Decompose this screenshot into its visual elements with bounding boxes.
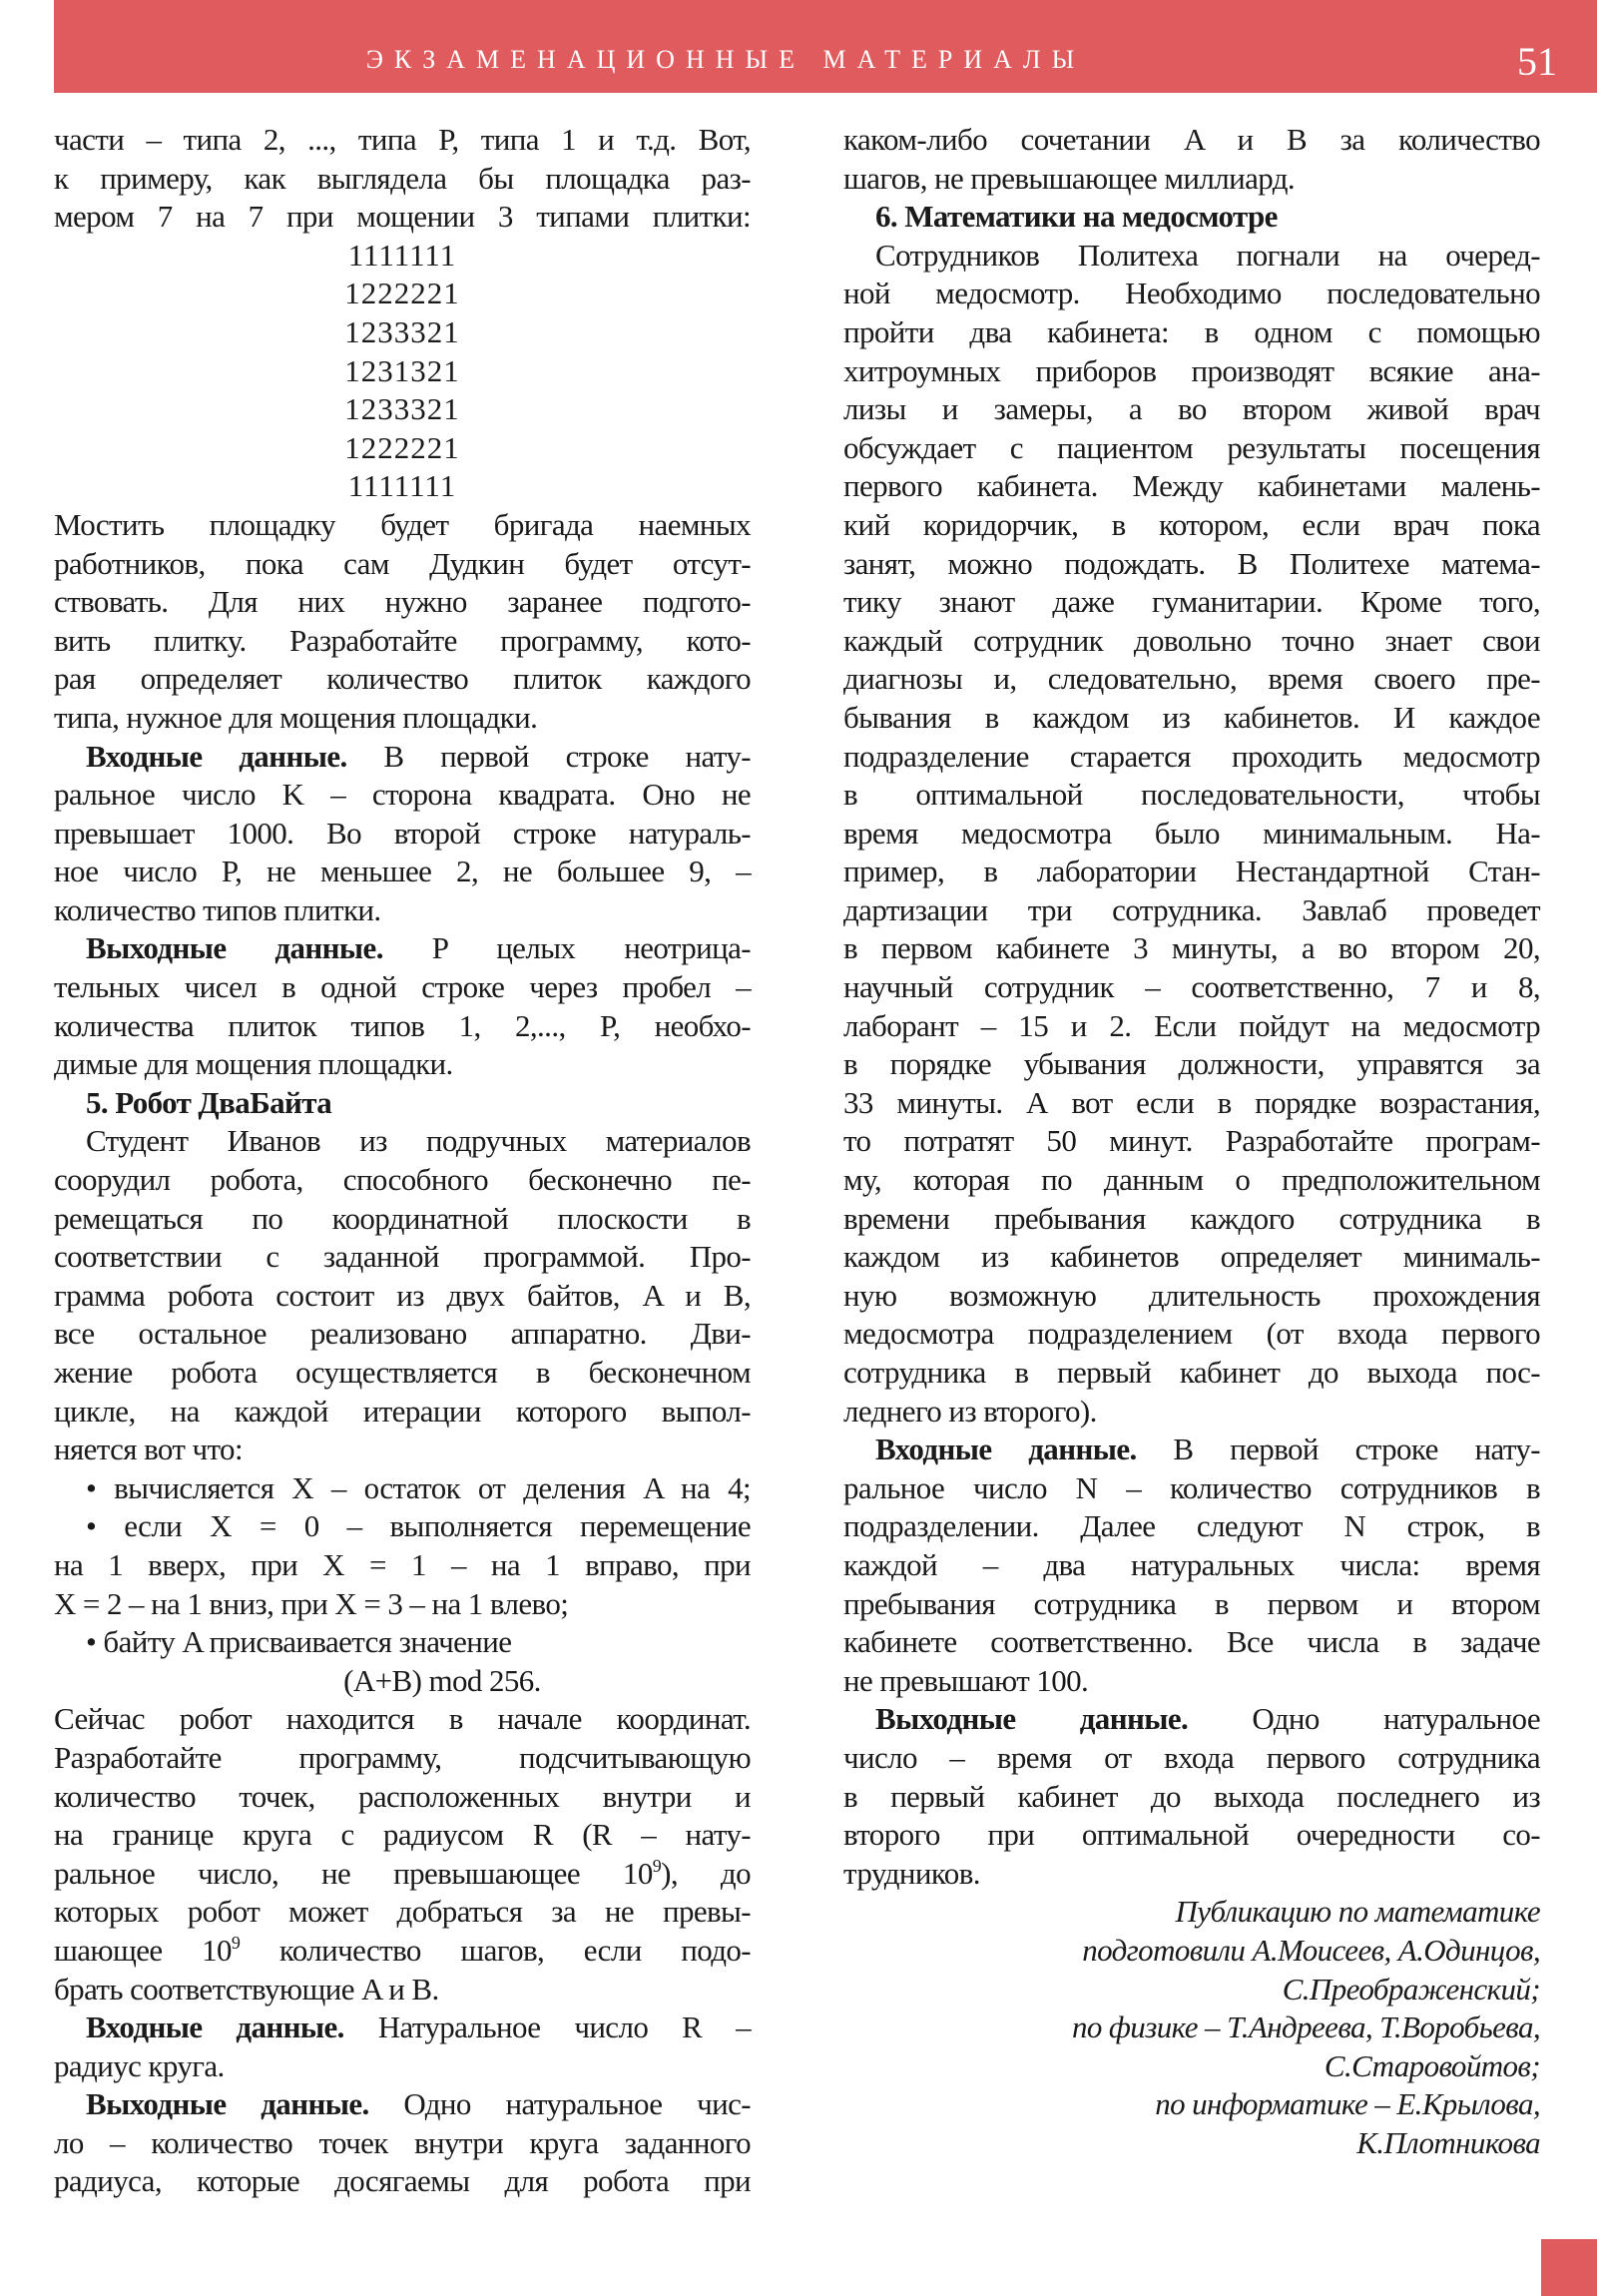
text-line: шагов, не превышающее миллиард. — [843, 160, 1296, 196]
text-line: занят, можно подождать. В Политехе матема- — [843, 545, 1540, 581]
formula: (A+B) mod 256. — [343, 1662, 541, 1698]
text-line: хитроумных приборов производят всякие ана- — [843, 352, 1540, 388]
text-line: трудников. — [843, 1855, 980, 1891]
text-line: грамма робота состоит из двух байтов, A и B, — [54, 1277, 751, 1313]
text-line: рая определяет количество плиток каждого — [54, 661, 751, 697]
text-line: диагнозы и, следовательно, время своего пре- — [843, 661, 1540, 697]
text-line: то потратят 50 минут. Разработайте програм- — [843, 1123, 1540, 1159]
text-line: мером 7 на 7 при мощении 3 типами плитки: — [54, 199, 751, 235]
credits-line: С.Преображенский; — [1282, 1971, 1540, 2007]
output-data-line: Выходные данные. Одно натуральное чис- — [86, 2086, 751, 2122]
text-line: научный сотрудник – соответственно, 7 и 8, — [843, 969, 1540, 1005]
text-line: каком-либо сочетании A и B за количество — [843, 122, 1540, 157]
text-line: превышает 1000. Во второй строке натураль- — [54, 815, 751, 851]
text-line: ральное число N – количество сотрудников в — [843, 1469, 1540, 1505]
tile-grid-row: 1231321 — [344, 352, 460, 388]
text-line: ной медосмотр. Необходимо последовательно — [843, 276, 1540, 311]
text-line: медосмотра подразделением (от входа первого — [843, 1316, 1540, 1352]
credits-block — [843, 1893, 1540, 2162]
credits-line: подготовили А.Моисеев, А.Одинцов, — [1082, 1932, 1540, 1968]
tile-grid-row: 1222221 — [344, 276, 460, 311]
tile-grid-row: 1233321 — [344, 391, 460, 427]
text-line: лаборант – 15 и 2. Если пойдут на медосмотр — [843, 1007, 1540, 1043]
text-line: к примеру, как выглядела бы площадка раз- — [54, 160, 751, 196]
text-line: пребывания сотрудника в первом и втором — [843, 1585, 1540, 1621]
text-line: леднего из второго). — [843, 1393, 1097, 1429]
text-line: Сотрудников Политеха погнали на очеред- — [875, 237, 1540, 273]
bullet-item: • байту A присваивается значение — [86, 1624, 512, 1660]
text-line: кабинете соответственно. Все числа в задаче — [843, 1624, 1540, 1660]
text-line: подразделение старается проходить медосмотр — [843, 738, 1540, 774]
tile-grid-row: 1222221 — [344, 429, 460, 465]
text-line: в оптимальной последовательности, чтобы — [843, 777, 1540, 813]
text-line: ную возможную длительность прохождения — [843, 1277, 1540, 1313]
text-line-with-exponent: ральное число, не превышающее $10^9$), до — [54, 1855, 751, 1891]
text-line: соответствии с заданной программой. Про- — [54, 1239, 751, 1275]
input-data-line: Входные данные. Натуральное число R – — [86, 2009, 751, 2045]
output-data-label: Выходные данные. — [86, 2086, 369, 2122]
text-line: которых робот может добраться за не превы- — [54, 1894, 751, 1930]
text-line: бывания в каждом из кабинетов. И каждое — [843, 699, 1540, 735]
input-data-line: Входные данные. В первой строке нату- — [875, 1432, 1540, 1467]
tile-grid-row: 1111111 — [347, 468, 457, 504]
text-line: ральное число K – сторона квадрата. Оно не — [54, 777, 751, 813]
tile-grid-row: 1111111 — [347, 237, 457, 273]
text-line: второго при оптимальной очередности со- — [843, 1817, 1540, 1853]
tile-grid-example — [54, 237, 751, 506]
text-line: жение робота осуществляется в бесконечном — [54, 1355, 751, 1390]
credits-line: по информатике – Е.Крылова, — [1155, 2086, 1540, 2122]
text-line: Сейчас робот находится в начале координат. — [54, 1701, 751, 1737]
right-column — [843, 121, 1540, 2162]
text-line: димые для мощения площадки. — [54, 1046, 453, 1082]
text-line: время медосмотра было минимальным. На- — [843, 815, 1540, 851]
input-data-label: Входные данные. — [875, 1432, 1137, 1467]
text-line: пройти два кабинета: в одном с помощью — [843, 313, 1540, 349]
text-line: количества плиток типов 1, 2,..., P, необхо- — [54, 1007, 751, 1043]
text-line: ло – количество точек внутри круга заданного — [54, 2124, 751, 2160]
credits-line: С.Старовойтов; — [1324, 2047, 1540, 2083]
text-line: типа, нужное для мощения площадки. — [54, 699, 538, 735]
text-line: не превышают 100. — [843, 1662, 1089, 1698]
section-header-bar — [54, 0, 1597, 93]
text-line: все остальное реализовано аппаратно. Дви- — [54, 1316, 751, 1352]
output-data-line: Выходные данные. Одно натуральное — [875, 1701, 1540, 1737]
text-line: Студент Иванов из подручных материалов — [86, 1123, 751, 1159]
text-line: ремещаться по координатной плоскости в — [54, 1200, 751, 1236]
tile-grid-row: 1233321 — [344, 313, 460, 349]
bullet-item-continued: X = 2 – на 1 вниз, при X = 3 – на 1 влево; — [54, 1585, 569, 1621]
text-line: брать соответствующие A и B. — [54, 1971, 439, 2007]
bullet-item: • вычисляется X – остаток от деления A на 4; — [86, 1469, 751, 1505]
text-line: ствовать. Для них нужно заранее подгото- — [54, 584, 751, 620]
text-line: количество точек, расположенных внутри и — [54, 1778, 751, 1814]
text-line: няется вот что: — [54, 1432, 243, 1467]
credits-line: К.Плотникова — [1356, 2124, 1540, 2160]
text-line: пример, в лаборатории Нестандартной Стан- — [843, 854, 1540, 889]
text-line: каждый сотрудник довольно точно знает свои — [843, 622, 1540, 658]
bullet-item-continued: на 1 вверх, при X = 1 – на 1 вправо, при — [54, 1546, 751, 1582]
page-corner-marker — [1541, 2239, 1597, 2296]
text-line: вить плитку. Разработайте программу, кото- — [54, 622, 751, 658]
text-line: части – типа 2, ..., типа P, типа 1 и т.д. Вот, — [54, 122, 751, 157]
text-line: дартизации три сотрудника. Завлаб проведет — [843, 891, 1540, 927]
text-line: 33 минуты. А вот если в порядке возрастания, — [843, 1084, 1540, 1120]
text-line: в первый кабинет до выхода последнего из — [843, 1778, 1540, 1814]
text-line: каждом из кабинетов определяет минималь- — [843, 1239, 1540, 1275]
output-data-label: Выходные данные. — [86, 930, 383, 966]
text-line: работников, пока сам Дудкин будет отсут- — [54, 545, 751, 581]
text-line-with-exponent: шающее $10^9$ количество шагов, если подо- — [54, 1932, 751, 1968]
text-line: лизы и замеры, а во втором живой врач — [843, 391, 1540, 427]
text-line: Разработайте программу, подсчитывающую — [54, 1739, 751, 1775]
text-line: обсуждает с пациентом результаты посещения — [843, 429, 1540, 465]
text-line: первого кабинета. Между кабинетами малень- — [843, 468, 1540, 504]
credits-line: по физике – Т.Андреева, Т.Воробьева, — [1071, 2009, 1540, 2045]
output-data-label: Выходные данные. — [875, 1701, 1189, 1737]
text-line: радиуса, которые досягаемы для робота при — [54, 2163, 751, 2199]
section-title: ЭКЗАМЕНАЦИОННЫЕ МАТЕРИАЛЫ — [365, 45, 1086, 74]
text-line: число – время от входа первого сотрудника — [843, 1739, 1540, 1775]
text-line: сотрудника в первый кабинет до выхода пос- — [843, 1355, 1540, 1390]
page-number: 51 — [1517, 39, 1557, 84]
text-line: времени пребывания каждого сотрудника в — [843, 1200, 1540, 1236]
task-6-heading: 6. Математики на медосмотре — [875, 199, 1278, 235]
text-line: радиус круга. — [54, 2047, 225, 2083]
output-data-line: Выходные данные. P целых неотрица- — [86, 930, 751, 966]
input-data-line: Входные данные. В первой строке нату- — [86, 738, 751, 774]
text-line: тельных чисел в одной строке через пробел – — [54, 969, 751, 1005]
input-data-label: Входные данные. — [86, 2009, 344, 2045]
text-line: му, которая по данным о предположительном — [843, 1162, 1540, 1198]
text-line: в порядке убывания должности, управятся за — [843, 1046, 1540, 1082]
credits-line: Публикацию по математике — [1175, 1894, 1540, 1930]
text-line: каждой – два натуральных числа: время — [843, 1546, 1540, 1582]
text-line: ное число P, не меньшее 2, не большее 9, – — [54, 854, 751, 889]
text-line: тику знают даже гуманитарии. Кроме того, — [843, 584, 1540, 620]
text-line: в первом кабинете 3 минуты, а во втором 20, — [843, 930, 1540, 966]
text-line: кий коридорчик, в котором, если врач пока — [843, 506, 1540, 542]
left-column — [54, 121, 751, 2201]
task-5-heading: 5. Робот ДваБайта — [86, 1084, 332, 1120]
text-line: количество типов плитки. — [54, 891, 381, 927]
bullet-item: • если X = 0 – выполняется перемещение — [86, 1508, 751, 1544]
text-line: на границе круга с радиусом R (R – нату- — [54, 1817, 751, 1853]
input-data-label: Входные данные. — [86, 738, 347, 774]
text-line: цикле, на каждой итерации которого выпол- — [54, 1393, 751, 1429]
text-line: подразделении. Далее следуют N строк, в — [843, 1508, 1540, 1544]
text-line: Мостить площадку будет бригада наемных — [54, 506, 751, 542]
text-line: соорудил робота, способного бесконечно пе- — [54, 1162, 751, 1198]
